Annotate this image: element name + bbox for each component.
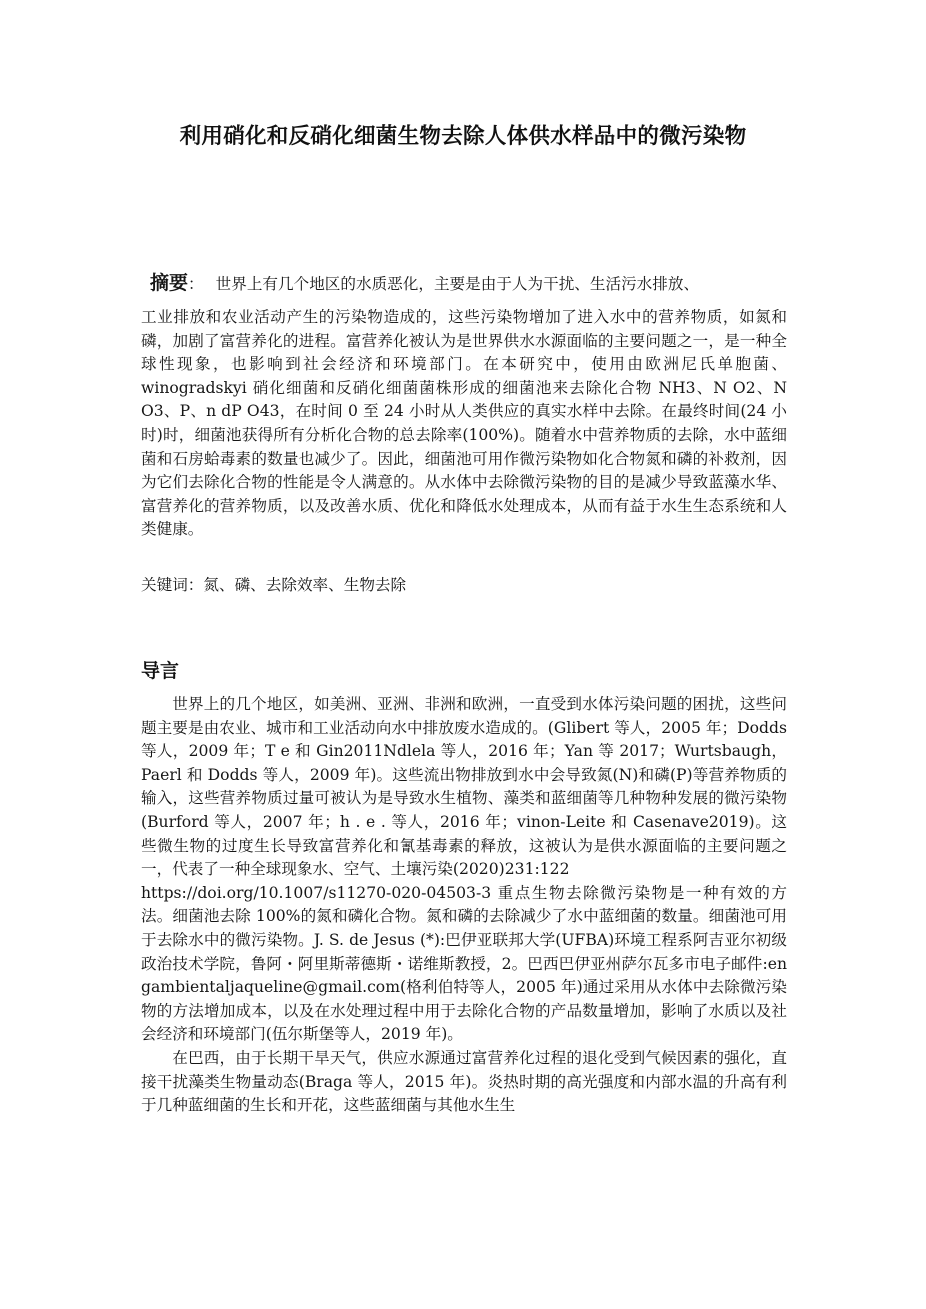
- paper-title: 利用硝化和反硝化细菌生物去除人体供水样品中的微污染物: [179, 124, 747, 149]
- abstract-first-line: [141, 268, 787, 299]
- abstract-opening-text: 世界上有几个地区的水质恶化，主要是由于人为干扰、生活污水排放、: [215, 275, 700, 293]
- abstract-colon: ：: [188, 275, 204, 293]
- introduction-paragraph-1-continued: https://doi.org/10.1007/s11270-020-04503-3 重点生物去除微污染物是一种有效的方法。细菌池去除 100%的氮和磷化合物。氮和磷的去除减少了水中蓝细菌的数量。细菌池可用于去除水中的微污染物。J. S. de Jesus (*):巴伊亚联邦大学(UFBA)环境工程系阿吉亚尔初级政治技术学院，鲁阿・阿里斯蒂德斯・诺维斯教授，2。巴西巴伊亚州萨尔瓦多市电子邮件:engambientaljaqueline@gmail.com(格利伯特等人，2005 年)通过采用从水体中去除微污染物的方法增加成本，以及在水处理过程中用于去除化合物的产品数量增加，影响了水质以及社会经济和环境部门(伍尔斯堡等人，2019 年)。: [141, 883, 787, 1044]
- introduction-heading: 导言: [141, 660, 180, 682]
- introduction-paragraph-1: 世界上的几个地区，如美洲、亚洲、非洲和欧洲，一直受到水体污染问题的困扰，这些问题主要是由农业、城市和工业活动向水中排放废水造成的。(Glibert 等人，2005 年；Dodds 等人，2009 年；T e 和 Gin2011Ndlela 等人，2016 年；Yan 等 2017；Wurtsbaugh，Paerl 和 Dodds 等人，2009 年)。这些流出物排放到水中会导致氮(N)和磷(P)等营养物质的输入，这些营养物质过量可被认为是导致水生植物、藻类和蓝细菌等几种物种发展的微污染物(Burford 等人，2007 年；h . e . 等人，2016 年；vinon-Leite 和 Casenave2019)。这些微生物的过度生长导致富营养化和氰基毒素的释放，这被认为是供水源面临的主要问题之一，代表了一种全球现象水、空气、土壤污染(2020)231:122: [141, 695, 787, 879]
- abstract-body: 工业排放和农业活动产生的污染物造成的，这些污染物增加了进入水中的营养物质，如氮和磷，加剧了富营养化的进程。富营养化被认为是世界供水水源面临的主要问题之一，是一种全球性现象，也影响到社会经济和环境部门。在本研究中，使用由欧洲尼氏单胞菌、winogradskyi 硝化细菌和反硝化细菌菌株形成的细菌池来去除化合物 NH3、N O2、N O3、P、n dP O43，在时间 0 至 24 小时从人类供应的真实水样中去除。在最终时间(24 小时)时，细菌池获得所有分析化合物的总去除率(100%)。随着水中营养物质的去除，水中蓝细菌和石房蛤毒素的数量也减少了。因此，细菌池可用作微污染物如化合物氮和磷的补救剂，因为它们去除化合物的性能是令人满意的。从水体中去除微污染物的目的是减少导致蓝藻水华、富营养化的营养物质，以及改善水质、优化和降低水处理成本，从而有益于水生生态系统和人类健康。: [141, 308, 787, 539]
- abstract-label: 摘要: [150, 272, 189, 294]
- introduction-body: [141, 693, 787, 1118]
- keywords: 关键词：氮、磷、去除效率、生物去除: [141, 576, 407, 594]
- introduction-paragraph-2: 在巴西，由于长期干旱天气，供应水源通过富营养化过程的退化受到气候因素的强化，直接干扰藻类生物量动态(Braga 等人，2015 年)。炎热时期的高光强度和内部水温的升高有利于几种蓝细菌的生长和开花，这些蓝细菌与其他水生生: [141, 1048, 787, 1115]
